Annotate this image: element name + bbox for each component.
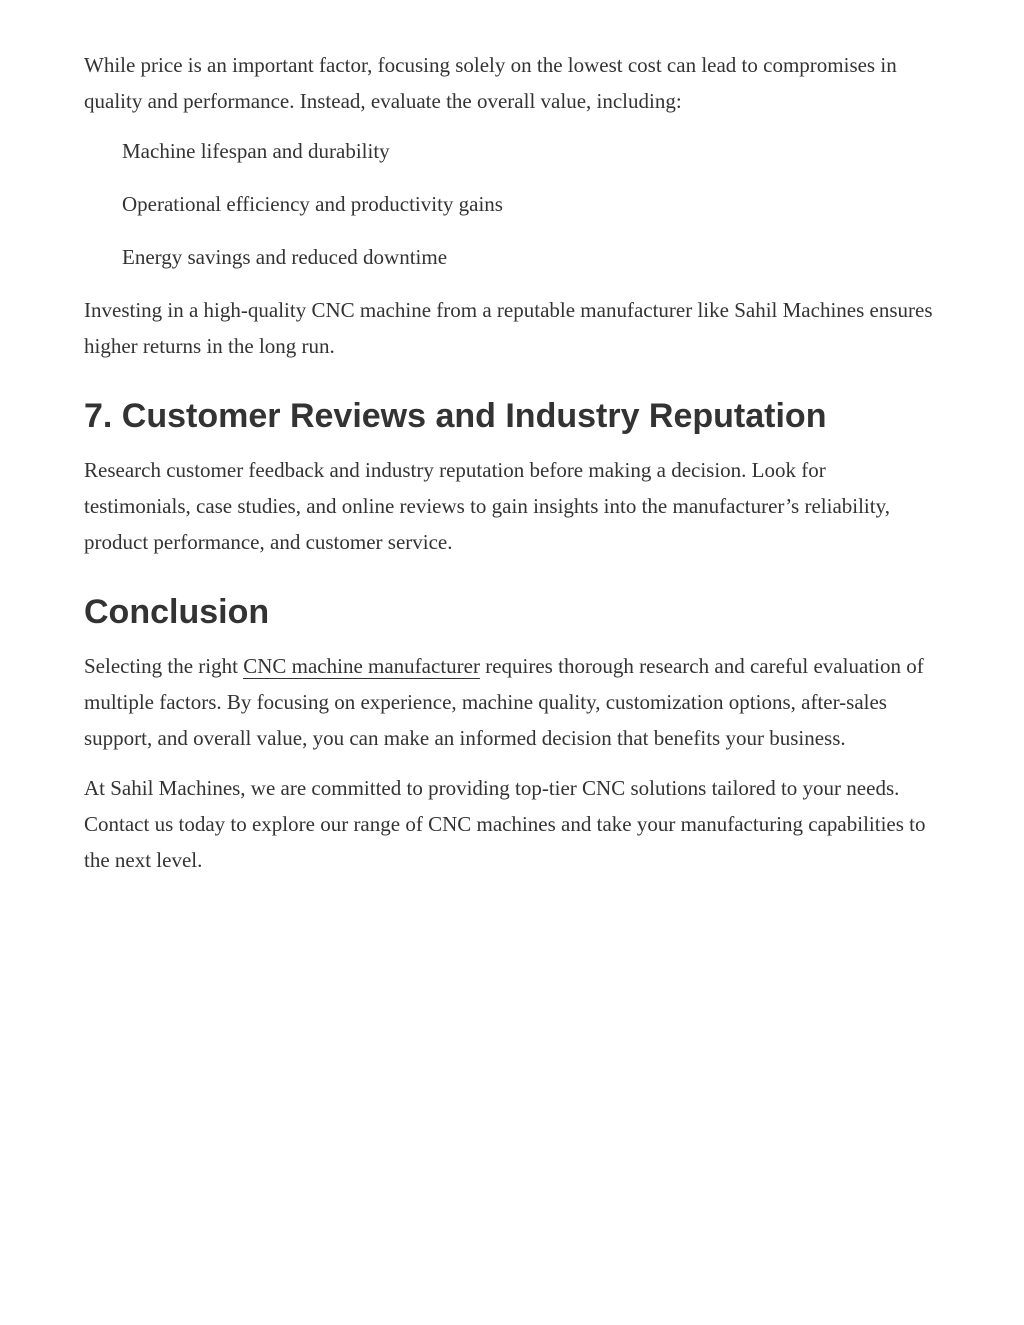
conclusion-paragraph-2: At Sahil Machines, we are committed to providing top-tier CNC solutions tailored to your needs. Contact us today to explore our range of CNC machines and take your manufacturing capabilities to the next level. [84, 776, 926, 872]
list-item: Energy savings and reduced downtime [122, 245, 448, 269]
cnc-manufacturer-link[interactable]: CNC machine manufacturer [243, 654, 480, 678]
article-content [84, 47, 934, 892]
section-heading-reviews: 7. Customer Reviews and Industry Reputation [84, 397, 827, 435]
list-item: Operational efficiency and productivity gains [122, 192, 503, 216]
section-heading-conclusion: Conclusion [84, 593, 270, 631]
conclusion-paragraph-1 [84, 648, 934, 756]
list-item: Machine lifespan and durability [122, 139, 390, 163]
value-closing-paragraph: Investing in a high-quality CNC machine from a reputable manufacturer like Sahil Machines ensures higher returns in the long run. [84, 298, 933, 358]
conclusion-text-before-link: Selecting the right [84, 654, 244, 678]
value-intro-paragraph: While price is an important factor, focusing solely on the lowest cost can lead to compromises in quality and performance. Instead, evaluate the overall value, including: [84, 53, 897, 113]
value-factors-list [84, 133, 934, 275]
conclusion-text-after-link: requires thorough research and careful evaluation of multiple factors. By focusing on experience, machine quality, customization options, after-sales support, and overall value, you can make an informed decision that benefits your business. [84, 654, 924, 750]
reviews-paragraph: Research customer feedback and industry reputation before making a decision. Look for testimonials, case studies, and online reviews to gain insights into the manufacturer’s reliability, product performance, and customer service. [84, 458, 890, 554]
